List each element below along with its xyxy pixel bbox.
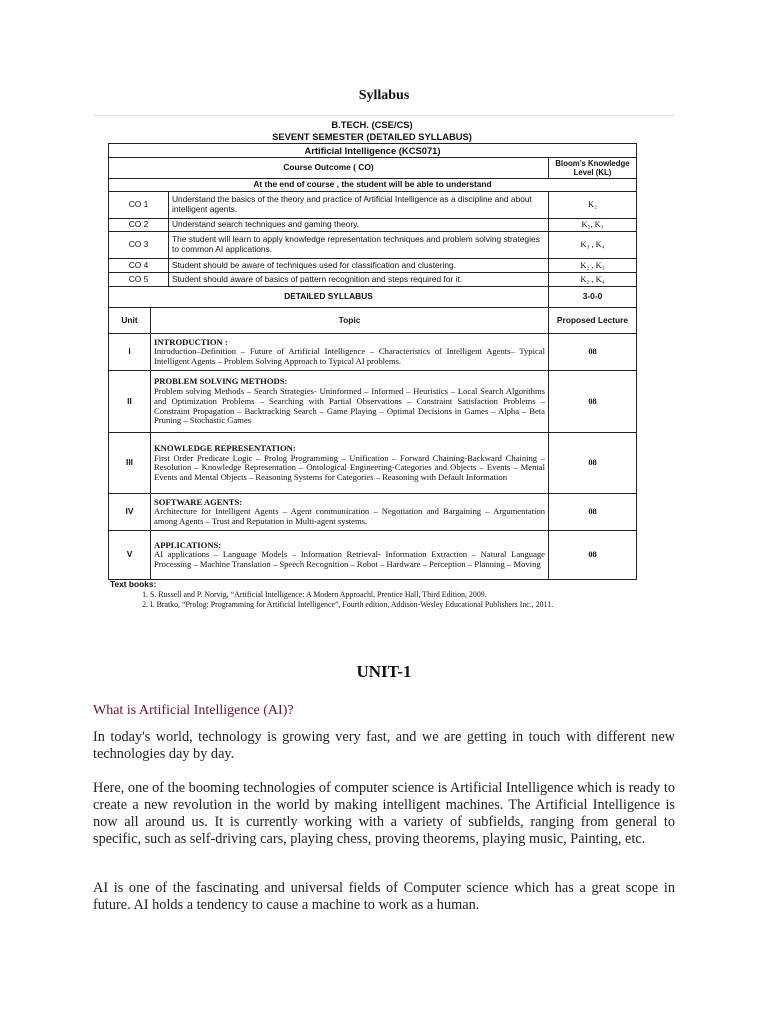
table-row [109, 232, 637, 259]
table-row [109, 371, 637, 433]
unit-topic-body: Introduction–Definition – Future of Artificial Intelligence – Characteristics of Intelligent Agents– Typical Intelligent Agents – Problem Solving Approach to Typical AI problems. [154, 346, 545, 367]
textbooks [108, 580, 636, 609]
co-kl: K₂ [549, 192, 637, 219]
co-code: CO 5 [109, 273, 169, 287]
list-item: 2. I. Bratko, “Prolog: Programming for Artificial Intelligence”, Fourth edition, Addison-Wesley Educational Publishers Inc., 2011. [150, 600, 636, 609]
co-code: CO 2 [109, 219, 169, 232]
detailed-syllabus-table [108, 286, 637, 580]
co-code: CO 1 [109, 192, 169, 219]
co-text: Student should be aware of techniques used for classification and clustering. [169, 259, 549, 273]
unit-lectures: 08 [549, 433, 637, 494]
unit-topic-body: Architecture for Intelligent Agents – Agent communication – Negotiation and Bargaining – Argumentation among Agents – Trust and Reputation in Multi-agent systems. [154, 506, 545, 527]
col-blooms-level: Bloom’s Knowledge Level (KL) [549, 158, 637, 179]
end-of-course-note: At the end of course , the student will be able to understand [109, 179, 637, 192]
textbooks-label: Text books: [110, 579, 157, 590]
co-text: Understand the basics of the theory and practice of Artificial Intelligence as a discipline and about intelligent agents. [169, 192, 549, 219]
table-row [109, 273, 637, 287]
co-kl: K₂ , K₃ [549, 259, 637, 273]
divider [93, 115, 675, 116]
course-name: Artificial Intelligence (KCS071) [109, 144, 637, 158]
unit-topic-title: INTRODUCTION : [154, 336, 228, 347]
unit-topic-body: AI applications – Language Models – Information Retrieval- Information Extraction – Natural Language Processing – Machine Translation – Speech Recognition – Robot – Hardware – Perception – Planning – Moving [154, 549, 545, 570]
unit-number: II [109, 371, 151, 433]
col-unit: Unit [109, 308, 151, 334]
co-kl: K₂, K₃ [549, 219, 637, 232]
unit-lectures: 08 [549, 371, 637, 433]
table-row [109, 259, 637, 273]
unit-number: IV [109, 494, 151, 531]
unit-lectures: 08 [549, 531, 637, 580]
unit-topic-title: APPLICATIONS: [154, 539, 222, 550]
table-row [109, 192, 637, 219]
unit-topic-title: SOFTWARE AGENTS: [154, 496, 243, 507]
unit-lectures: 08 [549, 334, 637, 371]
co-kl: K₃ , K₄ [549, 232, 637, 259]
co-code: CO 4 [109, 259, 169, 273]
col-proposed-lecture: Proposed Lecture [549, 308, 637, 334]
course-outcome-table [108, 143, 637, 287]
unit-topic [151, 433, 549, 494]
section-question: What is Artificial Intelligence (AI)? [93, 703, 294, 718]
textbook-list [110, 590, 636, 609]
paragraph: In today's world, technology is growing very fast, and we are getting in touch with different new technologies day by day. [93, 729, 675, 762]
syllabus-sheet [108, 119, 636, 609]
table-row [109, 494, 637, 531]
syllabus-title: Syllabus [358, 88, 410, 103]
unit-topic-body: Problem solving Methods – Search Strategies- Uninformed – Informed – Heuristics – Local Search Algorithms and Optimization Problems – Searching with Partial Observations – Constraint Satisfaction Problems – Constraint Propagation – Backtracking Search – Game Playing – Optimal Decisions in Games – Alpha – Beta Pruning – Stochastic Games [154, 386, 545, 426]
unit-number: I [109, 334, 151, 371]
detailed-syllabus-label: DETAILED SYLLABUS [109, 287, 549, 308]
unit-topic-body: First Order Predicate Logic – Prolog Programming – Unification – Forward Chaining-Backward Chaining – Resolution – Knowledge Representation – Ontological Engineering-Categories and Objects – Events – Mental Events and Mental Objects – Reasoning Systems for Categories – Reasoning with Default Information [154, 452, 545, 482]
unit-topic [151, 371, 549, 433]
table-row [109, 531, 637, 580]
table-row [109, 433, 637, 494]
list-item: 1. S. Russell and P. Norvig, “Artificial Intelligence: A Modern Approachl, Prentice Hall, Third Edition, 2009. [150, 590, 636, 599]
degree-heading: B.TECH. (CSE/CS) [331, 119, 413, 130]
unit-topic [151, 334, 549, 371]
table-row [109, 334, 637, 371]
co-code: CO 3 [109, 232, 169, 259]
unit-topic [151, 494, 549, 531]
semester-heading: SEVENT SEMESTER (DETAILED SYLLABUS) [272, 131, 472, 142]
ltp-value: 3-0-0 [549, 287, 637, 308]
unit-number: III [109, 433, 151, 494]
co-kl: K₂ , K₄ [549, 273, 637, 287]
unit-lectures: 08 [549, 494, 637, 531]
co-text: The student will learn to apply knowledge representation techniques and problem solving strategies to common AI applications. [169, 232, 549, 259]
co-text: Student should aware of basics of pattern recognition and steps required for it. [169, 273, 549, 287]
table-row [109, 219, 637, 232]
col-topic: Topic [151, 308, 549, 334]
unit-topic-title: KNOWLEDGE REPRESENTATION: [154, 442, 296, 453]
co-text: Understand search techniques and gaming theory. [169, 219, 549, 232]
unit-topic [151, 531, 549, 580]
unit-heading: UNIT-1 [356, 662, 412, 681]
paragraph: Here, one of the booming technologies of computer science is Artificial Intelligence which is ready to create a new revolution in the world by making intelligent machines. The Artificial Intelligence is now all around us. It is currently working with a variety of subfields, ranging from general to specific, such as self-driving cars, playing chess, proving theorems, playing music, Painting, etc. [93, 780, 676, 847]
unit-topic-title: PROBLEM SOLVING METHODS: [154, 376, 288, 387]
col-course-outcome: Course Outcome ( CO) [109, 158, 549, 179]
unit-number: V [109, 531, 151, 580]
paragraph: AI is one of the fascinating and universal fields of Computer science which has a great scope in future. AI holds a tendency to cause a machine to work as a human. [93, 880, 675, 913]
